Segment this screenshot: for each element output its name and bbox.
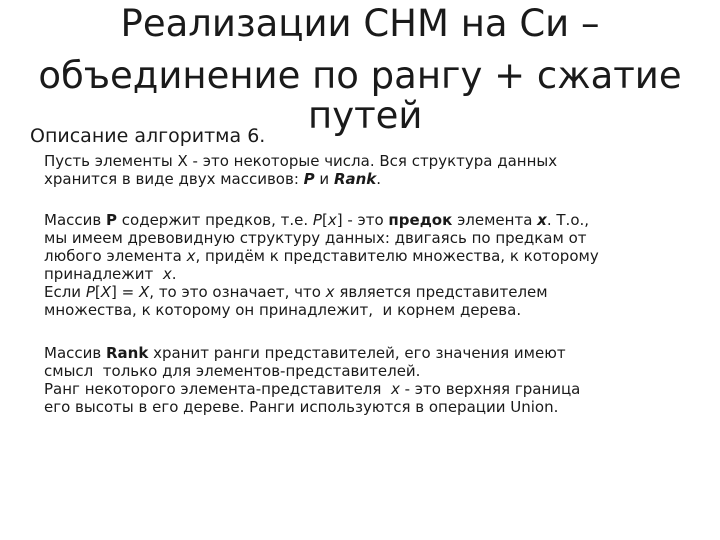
p2-text-o: . <box>171 265 177 283</box>
p2-text-m: , придём к представителю множества, к которому принадлежит <box>44 247 604 283</box>
p2-x-italic-4: x <box>325 283 335 301</box>
p2-x-italic-2: x <box>186 247 196 265</box>
p2-text-x: является представителем множества, к которому он принадлежит, и корнем дерева. <box>44 283 553 319</box>
paragraph-2 <box>44 211 604 319</box>
p2-X-italic-2: X <box>139 283 150 301</box>
p2-ancestor-bold: предок <box>388 211 453 229</box>
title-line-3: путей <box>308 94 423 137</box>
subtitle: Описание алгоритма 6. <box>30 125 266 147</box>
title-line-1: Реализации СНМ на Си – <box>120 2 600 45</box>
p3-x-italic: x <box>390 380 400 398</box>
paragraph-1 <box>44 152 604 188</box>
title-line-2: объединение по рангу + сжатие <box>38 54 682 97</box>
p2-X-italic: X <box>100 283 112 301</box>
p3-text-a: Массив <box>44 344 106 362</box>
p1-text-a: Пусть элементы X - это некоторые числа. Вся структура данных хранится в виде двух массивов: <box>44 152 562 188</box>
p2-text-g: ] - это <box>336 211 389 229</box>
p2-array-p: P <box>106 211 117 229</box>
p2-x-italic: x <box>327 211 337 229</box>
p1-text-e: . <box>376 170 382 188</box>
p2-text-c: содержит предков, т.е. <box>117 211 313 229</box>
p3-rank-bold: Rank <box>106 344 149 362</box>
paragraph-3 <box>44 344 604 416</box>
p2-text-t: ] = <box>111 283 139 301</box>
p3-text-d: Ранг некоторого элемента-представителя <box>44 380 391 398</box>
p2-text-v: , то это означает, что <box>149 283 326 301</box>
p2-x-bold-italic: x <box>537 211 547 229</box>
p3-text-c: хранит ранги представителей, его значения имеют смысл только для элементов-представителей. <box>44 344 571 380</box>
p2-bracket-open: [ <box>321 211 328 229</box>
p2-p-italic: P <box>312 211 322 229</box>
p1-text-c: и <box>314 170 334 188</box>
p3-text-f: - это верхняя граница его высоты в его дереве. Ранги используются в операции Union. <box>44 380 586 416</box>
p2-text-a: Массив <box>44 211 106 229</box>
p2-text-i: элемента <box>452 211 538 229</box>
p1-array-p: P <box>303 170 315 188</box>
p2-text-p: Если <box>44 283 86 301</box>
p2-p-italic-2: P <box>85 283 95 301</box>
p2-x-italic-3: x <box>162 265 172 283</box>
p2-text-k: . Т.о., мы имеем древовидную структуру данных: двигаясь по предкам от любого элемента <box>44 211 594 265</box>
p1-array-rank: Rank <box>333 170 377 188</box>
slide-title <box>0 0 720 102</box>
p2-bracket-open-2: [ <box>94 283 101 301</box>
